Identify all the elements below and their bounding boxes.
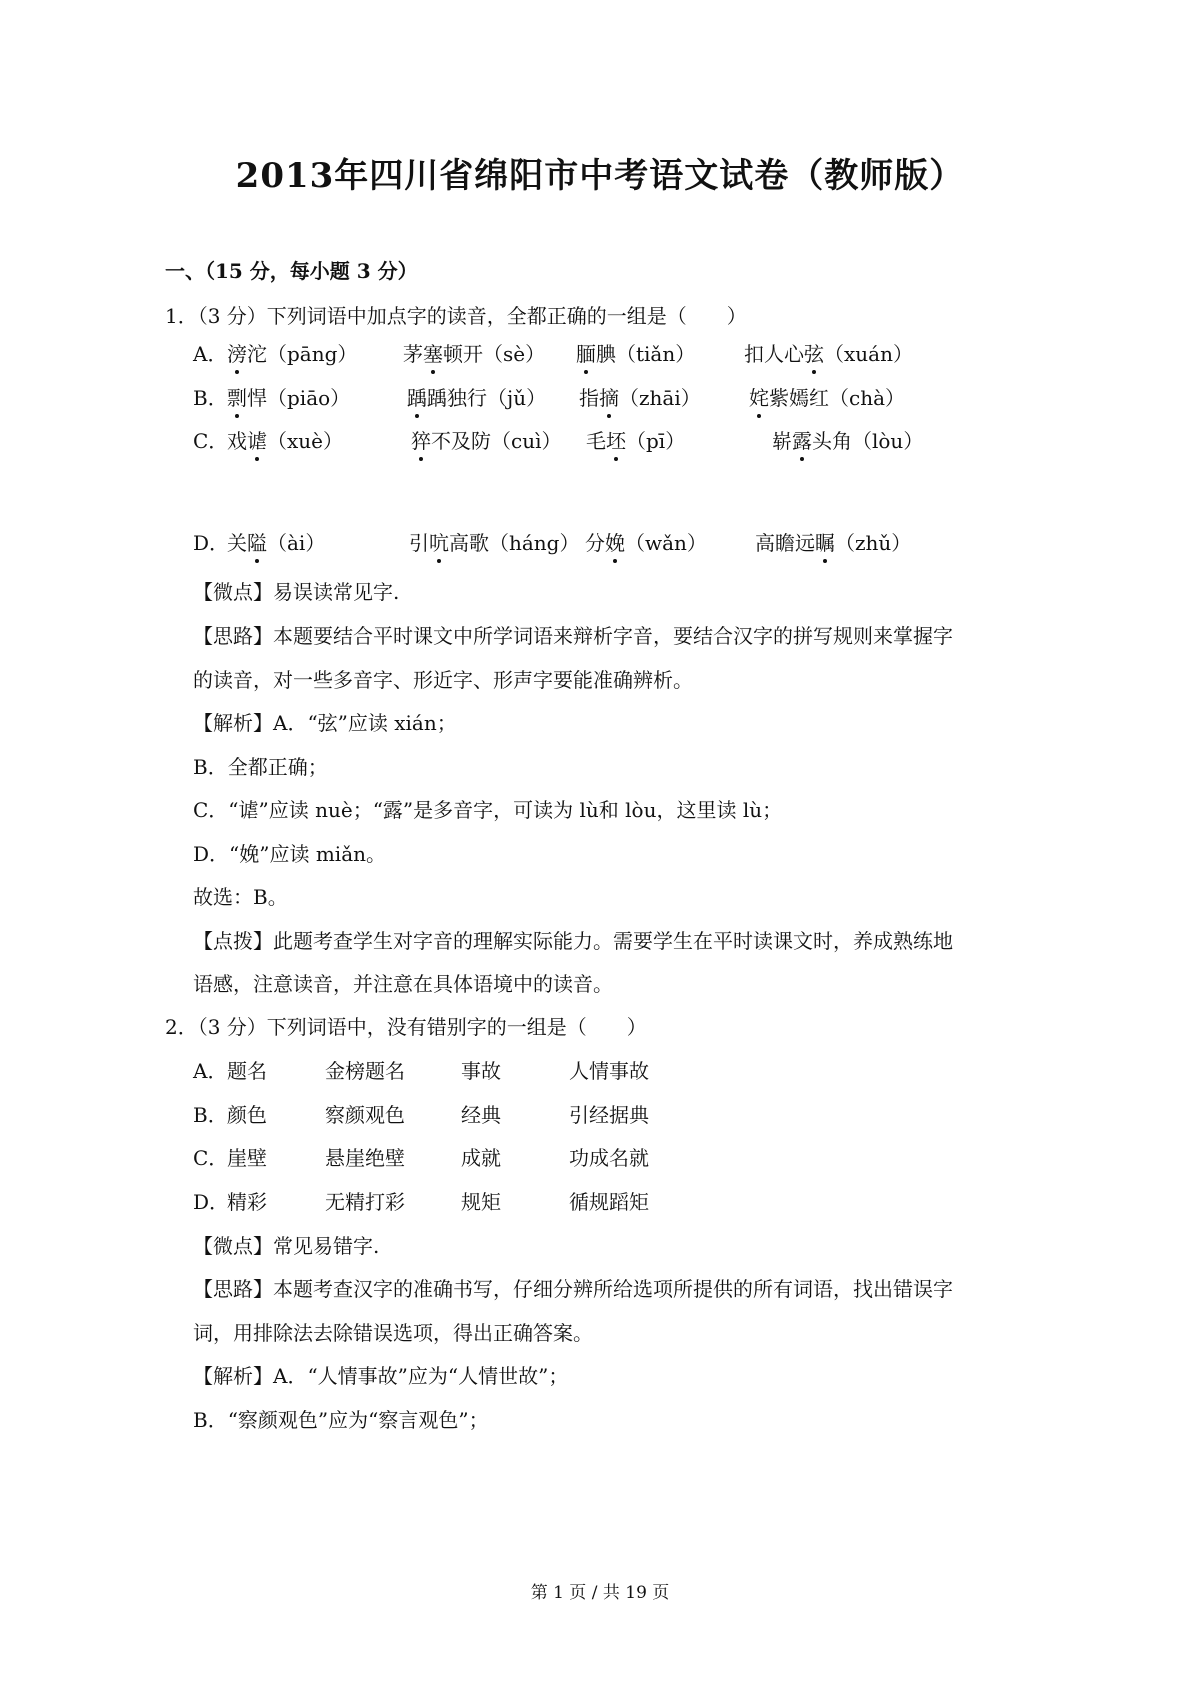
word-item: 猝不及防（cuì） [411, 429, 562, 453]
q1-silu-line1: 【思路】本题要结合平时课文中所学词语来辩析字音，要结合汉字的拼写规则来掌握字 [193, 624, 953, 648]
word-item: 踽踽独行（jǔ） [407, 386, 547, 410]
word-item: 功成名就 [569, 1146, 649, 1170]
word-item: 剽悍（piāo） [227, 386, 351, 410]
dotted-char: 谑 [247, 429, 267, 453]
dotted-char: 剽 [227, 386, 247, 410]
q2-jiexi-a: 【解析】A．“人情事故”应为“人情世故”； [193, 1364, 569, 1388]
dotted-char: 露 [792, 429, 812, 453]
q2-option-b [193, 1102, 713, 1128]
q2-option-c [193, 1145, 713, 1171]
word-item: 无精打彩 [325, 1190, 405, 1214]
dotted-char: 踽 [407, 386, 427, 410]
q1-jiexi-b: B．全都正确； [193, 755, 328, 779]
option-label: B． [193, 1103, 228, 1127]
word-item: 毛坯（pī） [586, 429, 686, 453]
word-item: 姹紫嫣红（chà） [749, 386, 906, 410]
option-label: D． [193, 1190, 230, 1214]
q1-weidian: 【微点】易误读常见字. [193, 580, 400, 604]
word-item: 规矩 [461, 1190, 501, 1214]
word-item: 滂沱（pāng） [227, 342, 358, 366]
option-label: C． [193, 1146, 229, 1170]
q2-weidian: 【微点】常见易错字. [193, 1234, 380, 1258]
page-footer: 第 1 页 / 共 19 页 [530, 1583, 670, 1603]
dotted-char: 娩 [605, 531, 625, 555]
q1-jiexi-d: D．“娩”应读 miǎn。 [193, 842, 387, 866]
word-item: 扣人心弦（xuán） [744, 342, 913, 366]
word-item: 指摘（zhāi） [579, 386, 701, 410]
q1-option-a [193, 341, 993, 367]
word-item: 引经据典 [569, 1103, 649, 1127]
dotted-char: 隘 [247, 531, 267, 555]
section-heading: 一、（15 分，每小题 3 分） [165, 259, 418, 283]
q2-option-d [193, 1189, 713, 1215]
word-item: 察颜观色 [325, 1103, 405, 1127]
q1-stem: 1．（3 分）下列词语中加点字的读音，全都正确的一组是（ ） [165, 304, 747, 328]
word-item: 崭露头角（lòu） [772, 429, 924, 453]
q1-answer: 故选：B。 [193, 885, 288, 909]
dotted-char: 猝 [411, 429, 431, 453]
q2-jiexi-b: B．“察颜观色”应为“察言观色”； [193, 1408, 489, 1432]
q1-jiexi-a: 【解析】A．“弦”应读 xián； [193, 711, 457, 735]
option-label: A． [193, 342, 228, 366]
q2-option-a [193, 1058, 713, 1084]
word-item: 精彩 [227, 1190, 267, 1214]
word-item: 颜色 [227, 1103, 267, 1127]
q1-option-c [193, 428, 993, 454]
word-item: 题名 [227, 1059, 267, 1083]
q1-jiexi-c: C．“谑”应读 nuè；“露”是多音字，可读为 lù和 lòu，这里读 lù； [193, 798, 783, 822]
word-item: 高瞻远瞩（zhǔ） [755, 531, 912, 555]
q2-silu-line1: 【思路】本题考查汉字的准确书写，仔细分辨所给选项所提供的所有词语，找出错误字 [193, 1277, 953, 1301]
dotted-char: 滂 [227, 342, 247, 366]
dotted-char: 腼 [576, 342, 596, 366]
q2-stem: 2．（3 分）下列词语中，没有错别字的一组是（ ） [165, 1015, 647, 1039]
q1-dianbo-line2: 语感，注意读音，并注意在具体语境中的读音。 [193, 972, 613, 996]
word-item: 人情事故 [569, 1059, 649, 1083]
word-item: 循规蹈矩 [569, 1190, 649, 1214]
word-item: 腼腆（tiǎn） [576, 342, 696, 366]
word-item: 关隘（ài） [227, 531, 326, 555]
word-item: 金榜题名 [325, 1059, 405, 1083]
word-item: 事故 [461, 1059, 501, 1083]
word-item: 悬崖绝壁 [325, 1146, 405, 1170]
dotted-char: 摘 [599, 386, 619, 410]
option-label: D． [193, 531, 230, 555]
dotted-char: 塞 [423, 342, 443, 366]
option-label: A． [193, 1059, 228, 1083]
word-item: 经典 [461, 1103, 501, 1127]
word-item: 戏谑（xuè） [227, 429, 343, 453]
word-item: 成就 [461, 1146, 501, 1170]
q1-dianbo-line1: 【点拨】此题考查学生对字音的理解实际能力。需要学生在平时读课文时，养成熟练地 [193, 929, 953, 953]
q1-silu-line2: 的读音，对一些多音字、形近字、形声字要能准确辨析。 [193, 668, 693, 692]
dotted-char: 吭 [429, 531, 449, 555]
q2-silu-line2: 词，用排除法去除错误选项，得出正确答案。 [193, 1321, 593, 1345]
page-title: 2013年四川省绵阳市中考语文试卷（教师版） [235, 156, 965, 196]
option-label: B． [193, 386, 228, 410]
q1-option-b [193, 385, 993, 411]
word-item: 引吭高歌（háng） [409, 531, 580, 555]
word-item: 分娩（wǎn） [585, 531, 707, 555]
option-label: C． [193, 429, 229, 453]
dotted-char: 姹 [749, 386, 769, 410]
dotted-char: 瞩 [815, 531, 835, 555]
dotted-char: 弦 [804, 342, 824, 366]
dotted-char: 坯 [606, 429, 626, 453]
word-item: 茅塞顿开（sè） [403, 342, 546, 366]
q1-option-d [193, 530, 993, 556]
word-item: 崖壁 [227, 1146, 267, 1170]
